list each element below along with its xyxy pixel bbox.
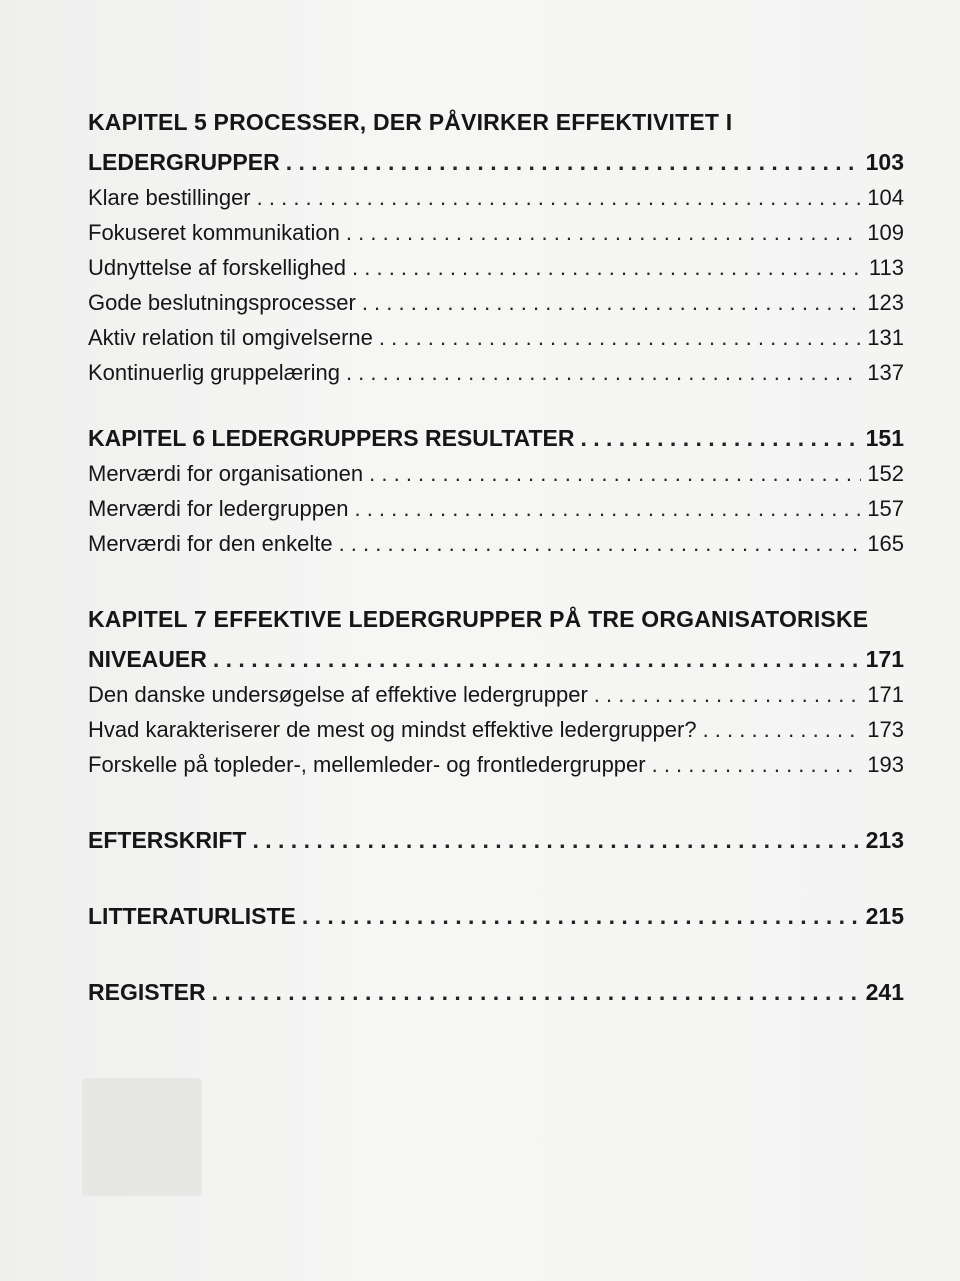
page-number: 137 [867, 360, 904, 385]
toc-entry [88, 180, 904, 215]
toc-entry [88, 215, 904, 250]
chapter-title-continued: LEDERGRUPPER [88, 149, 280, 175]
page-number: 213 [865, 827, 904, 853]
chapter-heading-line [88, 144, 904, 180]
leader-dots [580, 420, 859, 456]
entry-label: Den danske undersøgelse af effektive ledergrupper [88, 682, 588, 707]
section-list [88, 180, 904, 390]
toc-entry [88, 747, 904, 782]
page-number: 131 [867, 325, 904, 350]
entry-label: Kontinuerlig gruppelæring [88, 360, 340, 385]
leader-dots [652, 747, 862, 782]
entry-label: LITTERATURLISTE [88, 903, 296, 929]
leader-dots [302, 898, 860, 934]
toc-entry-efterskrift [88, 822, 904, 858]
page-number: 104 [867, 185, 904, 210]
leader-dots [339, 526, 862, 561]
page-number: 157 [867, 496, 904, 521]
toc-entry [88, 355, 904, 390]
table-of-contents [88, 100, 904, 1050]
chapter-title: KAPITEL 7 EFFEKTIVE LEDERGRUPPER PÅ TRE ORGANISATORISKE [88, 606, 869, 632]
chapter-title: KAPITEL 6 LEDERGRUPPERS RESULTATER [88, 425, 575, 451]
entry-label: Aktiv relation til omgivelserne [88, 325, 373, 350]
chapter-6 [88, 420, 904, 561]
page-number: 171 [865, 646, 904, 672]
leader-dots [252, 822, 859, 858]
entry-label: Fokuseret kommunikation [88, 220, 340, 245]
page-number: 113 [868, 255, 904, 280]
page-number: 171 [867, 682, 904, 707]
page-number: 103 [865, 149, 904, 175]
leader-dots [213, 641, 860, 677]
entry-label: Hvad karakteriserer de mest og mindst effektive ledergrupper? [88, 717, 697, 742]
leader-dots [346, 215, 861, 250]
page-number: 241 [865, 979, 904, 1005]
page-number: 123 [867, 290, 904, 315]
entry-label: Klare bestillinger [88, 185, 251, 210]
entry-label: EFTERSKRIFT [88, 827, 247, 853]
leader-dots [703, 712, 862, 747]
chapter-title: KAPITEL 5 PROCESSER, DER PÅVIRKER EFFEKTIVITET I [88, 109, 733, 135]
page-number: 152 [867, 461, 904, 486]
entry-label: Merværdi for ledergruppen [88, 496, 349, 521]
entry-label: REGISTER [88, 979, 206, 1005]
bleed-through-logo [82, 1078, 202, 1196]
page-number: 151 [865, 425, 904, 451]
page-number: 193 [867, 752, 904, 777]
backmatter [88, 822, 904, 1010]
leader-dots [212, 974, 860, 1010]
toc-entry-register [88, 974, 904, 1010]
toc-entry [88, 677, 904, 712]
entry-label: Gode beslutningsprocesser [88, 290, 356, 315]
chapter-title-continued: NIVEAUER [88, 646, 207, 672]
page-number: 109 [867, 220, 904, 245]
leader-dots [352, 250, 863, 285]
toc-entry-litteraturliste [88, 898, 904, 934]
toc-entry [88, 285, 904, 320]
leader-dots [346, 355, 861, 390]
entry-label: Forskelle på topleder-, mellemleder- og frontledergrupper [88, 752, 646, 777]
leader-dots [257, 180, 862, 215]
chapter-7 [88, 597, 904, 782]
page-number: 165 [867, 531, 904, 556]
toc-entry [88, 491, 904, 526]
page-number: 215 [865, 903, 904, 929]
toc-entry [88, 320, 904, 355]
chapter-heading-line [88, 641, 904, 677]
leader-dots [594, 677, 861, 712]
toc-entry [88, 456, 904, 491]
section-list [88, 456, 904, 561]
toc-entry [88, 526, 904, 561]
entry-label: Merværdi for den enkelte [88, 531, 333, 556]
leader-dots [354, 491, 861, 526]
section-list [88, 677, 904, 782]
toc-entry [88, 250, 904, 285]
chapter-heading-line [88, 420, 904, 456]
chapter-5 [88, 100, 904, 390]
leader-dots [286, 144, 860, 180]
entry-label: Udnyttelse af forskellighed [88, 255, 347, 280]
toc-entry [88, 712, 904, 747]
entry-label: Merværdi for organisationen [88, 461, 364, 486]
leader-dots [379, 320, 861, 355]
leader-dots [362, 285, 861, 320]
page-number: 173 [867, 717, 904, 742]
leader-dots [369, 456, 861, 491]
